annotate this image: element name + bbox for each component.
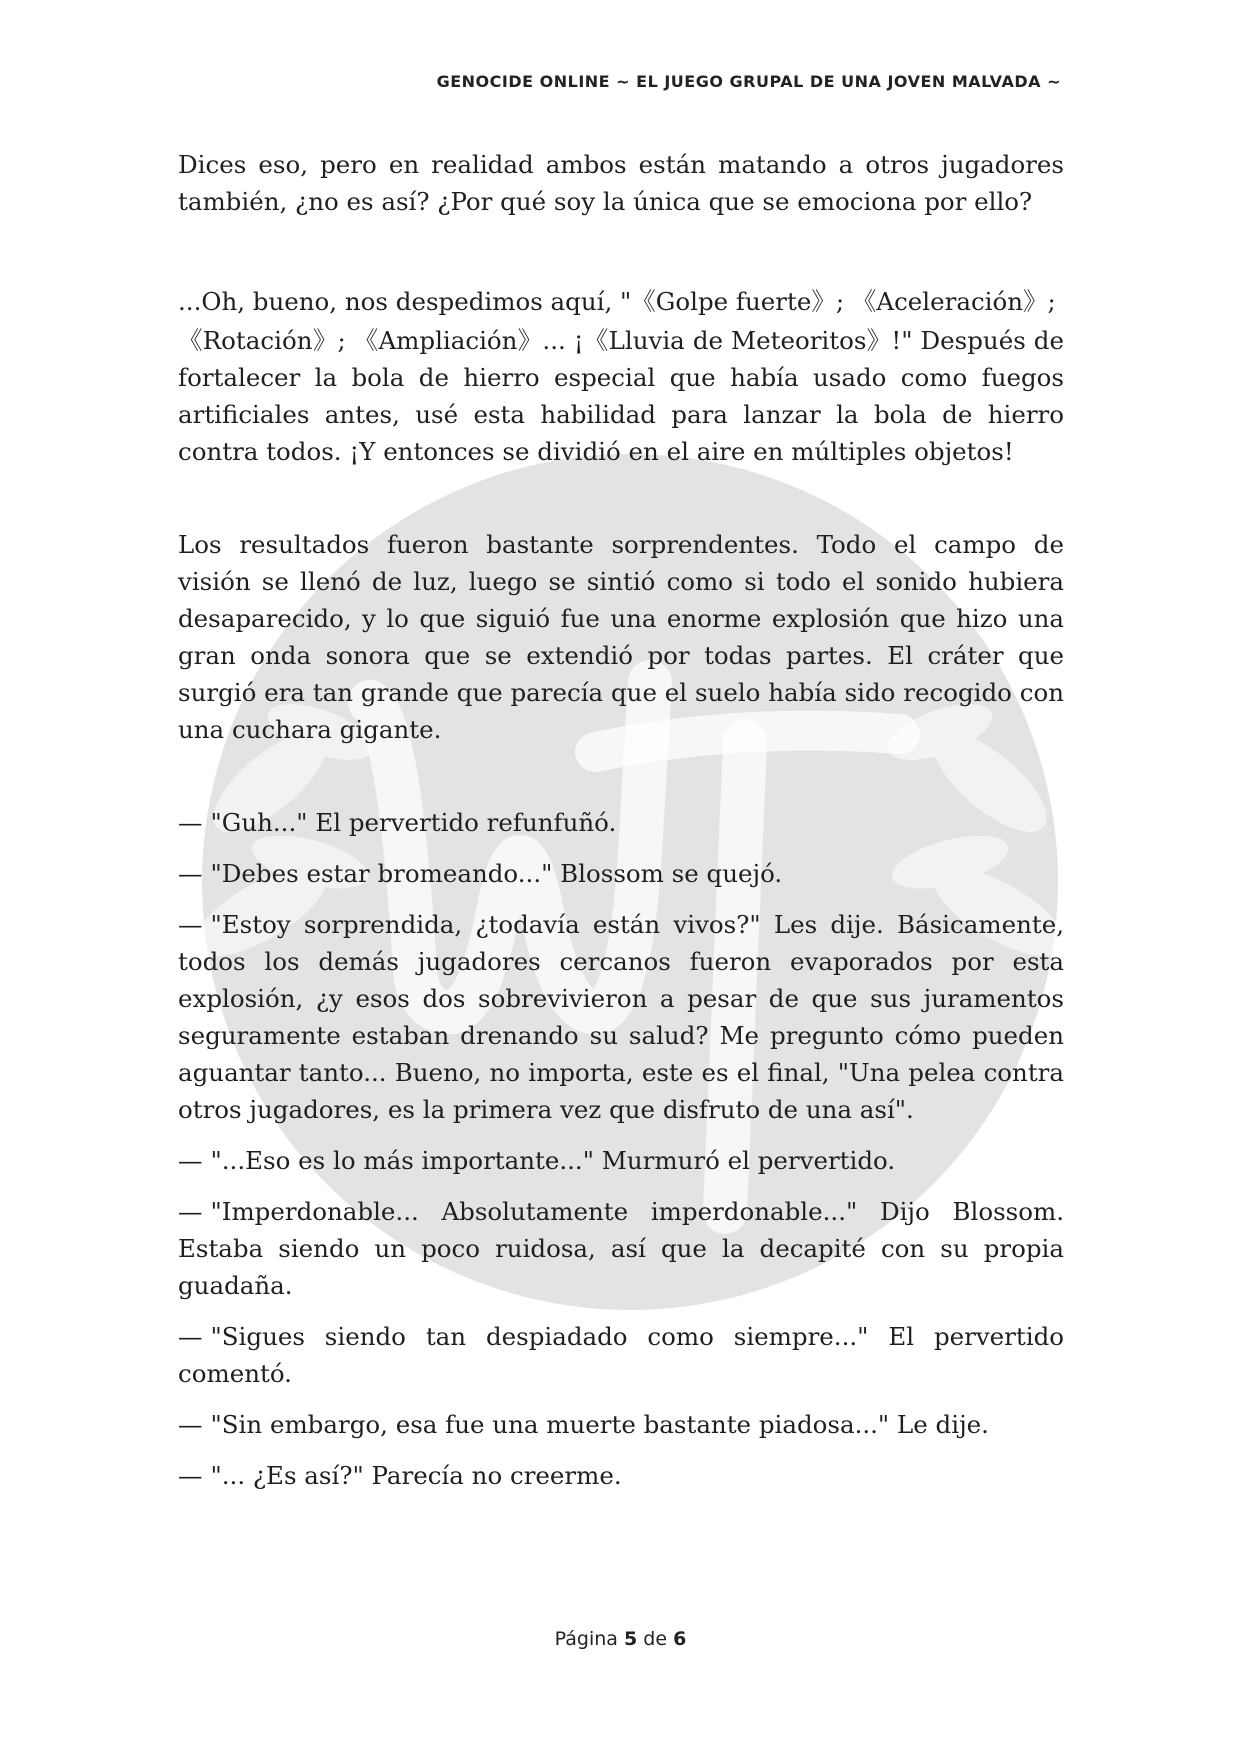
dialogue-line [178, 1193, 1064, 1304]
body-text [178, 146, 1064, 1508]
em-dash: — [178, 1146, 203, 1175]
em-dash: — [178, 859, 203, 888]
paragraph: 《Rotación》; 《Ampliación》... ¡《Lluvia de Meteoritos》!" Después de fortalecer la bola de hierro especial que había usado como fuegos artificiales antes, usé esta habilidad para lanzar la bola de hierro contra todos. ¡Y entonces se dividió en el aire en múltiples objetos! [178, 326, 1064, 466]
dialogue-text: "Estoy sorprendida, ¿todavía están vivos?" Les dije. Básicamente, todos los demás jugadores cercanos fueron evaporados por esta explosión, ¿y esos dos sobrevivieron a pesar de que sus juramentos seguramente estaban drenando su salud? Me pregunto cómo pueden aguantar tanto... Bueno, no importa, este es el final, "Una pelea contra otros jugadores, es la primera vez que disfruto de una así". [178, 910, 1064, 1124]
page-number-footer [0, 1628, 1241, 1650]
dialogue-line [178, 804, 1064, 841]
dialogue-text: "Debes estar bromeando..." Blossom se quejó. [210, 859, 783, 888]
current-page-number: 5 [624, 1628, 638, 1650]
paragraph: ...Oh, bueno, nos despedimos aquí, "《Golpe fuerte》; 《Aceleración》; [178, 287, 1056, 316]
em-dash: — [178, 808, 203, 837]
dialogue-line [178, 906, 1064, 1128]
em-dash: — [178, 1461, 203, 1490]
running-header: GENOCIDE ONLINE ~ EL JUEGO GRUPAL DE UNA JOVEN MALVADA ~ [436, 72, 1061, 91]
dialogue-text: "... ¿Es así?" Parecía no creerme. [210, 1461, 622, 1490]
page-word: Página [554, 1628, 618, 1650]
dialogue-line [178, 1142, 1064, 1179]
em-dash: — [178, 910, 203, 939]
dialogue-text: "Sin embargo, esa fue una muerte bastante piadosa..." Le dije. [210, 1410, 989, 1439]
em-dash: — [178, 1410, 203, 1439]
dialogue-line [178, 1457, 1064, 1494]
dialogue-line [178, 1406, 1064, 1443]
em-dash: — [178, 1322, 203, 1351]
of-word: de [643, 1628, 668, 1650]
dialogue-text: "Guh..." El pervertido refunfuñó. [210, 808, 617, 837]
paragraph: Dices eso, pero en realidad ambos están matando a otros jugadores también, ¿no es así? ¿Por qué soy la única que se emociona por ello? [178, 150, 1064, 216]
paragraph: Los resultados fueron bastante sorprendentes. Todo el campo de visión se llenó de luz, luego se sintió como si todo el sonido hubiera desaparecido, y lo que siguió fue una enorme explosión que hizo una gran onda sonora que se extendió por todas partes. El cráter que surgió era tan grande que parecía que el suelo había sido recogido con una cuchara gigante. [178, 530, 1064, 744]
dialogue-line [178, 1318, 1064, 1392]
dialogue-line [178, 855, 1064, 892]
em-dash: — [178, 1197, 203, 1226]
dialogue-text: "Imperdonable... Absolutamente imperdonable..." Dijo Blossom. Estaba siendo un poco ruidosa, así que la decapité con su propia guadaña. [178, 1197, 1064, 1300]
dialogue-text: "...Eso es lo más importante..." Murmuró el pervertido. [210, 1146, 896, 1175]
total-pages-number: 6 [673, 1628, 687, 1650]
dialogue-text: "Sigues siendo tan despiadado como siempre..." El pervertido comentó. [178, 1322, 1064, 1388]
